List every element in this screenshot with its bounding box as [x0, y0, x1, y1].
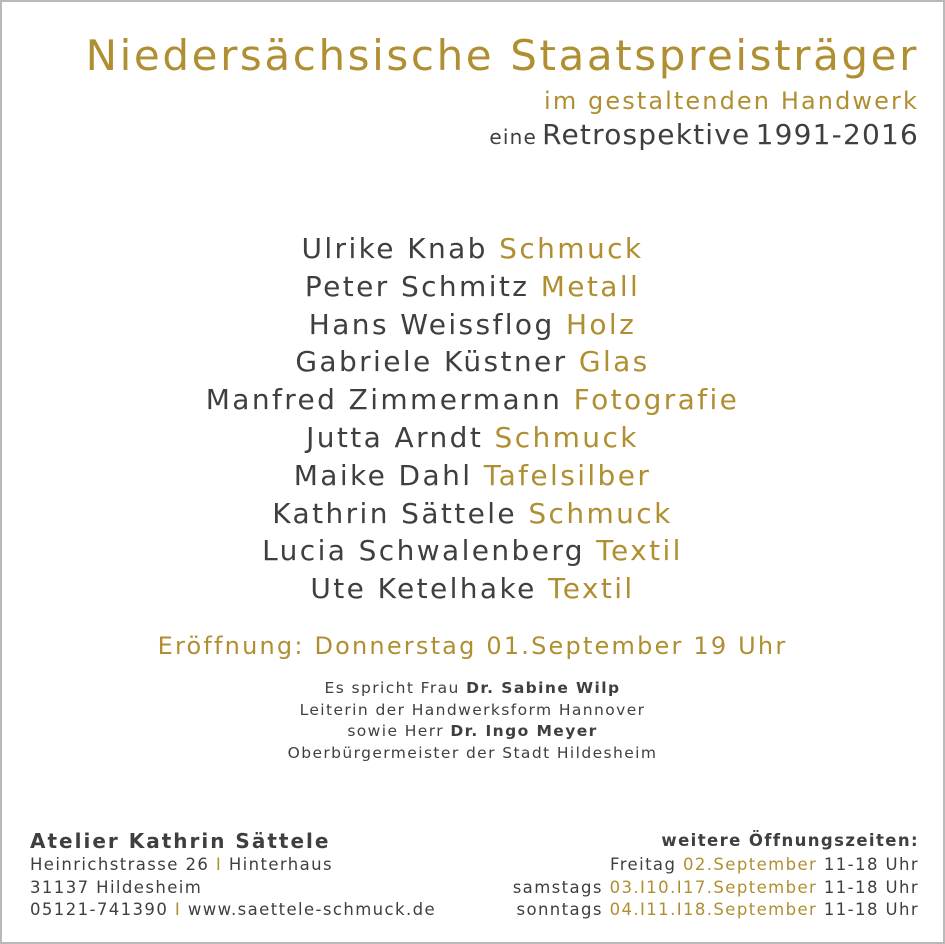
- speaker-line: [2, 721, 943, 743]
- hours-heading: weitere Öffnungszeiten:: [661, 831, 919, 850]
- retrospective-line: [489, 119, 919, 151]
- atelier-name: Atelier Kathrin Sättele: [30, 829, 331, 853]
- hours-row: [513, 899, 919, 922]
- artist-row: [2, 495, 943, 533]
- website-link[interactable]: www.saettele-schmuck.de: [187, 900, 437, 920]
- street-extra: Hinterhaus: [228, 855, 334, 874]
- artist-name: Maike Dahl: [293, 458, 473, 492]
- separator: I: [215, 855, 223, 874]
- street: Heinrichstrasse 26: [30, 855, 210, 874]
- phone-number: 05121-741390: [30, 900, 169, 920]
- artist-row: [2, 306, 943, 344]
- hours-time: 11-18 Uhr: [823, 877, 919, 897]
- artist-name: Peter Schmitz: [304, 269, 530, 303]
- artist-row: [2, 268, 943, 306]
- hours-dates: 04.I11.I18.September: [609, 900, 818, 920]
- artist-name: Ulrike Knab: [301, 232, 488, 265]
- hours-time: 11-18 Uhr: [823, 900, 919, 920]
- artist-row: [2, 457, 943, 495]
- artist-row: [2, 230, 943, 268]
- hours-dates: 03.I10.I17.September: [609, 877, 818, 897]
- artist-craft: Textil: [548, 572, 635, 606]
- speaker-name: Dr. Sabine Wilp: [466, 679, 621, 697]
- artist-craft: Textil: [596, 534, 683, 568]
- hours-time: 11-18 Uhr: [823, 855, 919, 874]
- artist-row: [2, 343, 943, 381]
- artist-craft: Schmuck: [499, 232, 644, 265]
- hours-row: [513, 877, 919, 900]
- artist-craft: Metall: [540, 269, 641, 303]
- artist-craft: Tafelsilber: [483, 458, 652, 492]
- artist-craft: Fotografie: [573, 383, 740, 417]
- artist-list: [2, 230, 943, 608]
- artist-name: Lucia Schwalenberg: [262, 534, 585, 568]
- opening-date: Eröffnung: Donnerstag 01.September 19 Uhr: [157, 632, 788, 660]
- atelier-address: [30, 828, 436, 922]
- hours-day: samstags: [512, 877, 603, 897]
- retro-prefix: eine: [489, 125, 537, 149]
- exhibition-title: Niedersächsische Staatspreisträger: [85, 31, 919, 80]
- artist-row: [2, 570, 943, 608]
- address-city: 31137 Hildesheim: [30, 877, 203, 897]
- hours-dates: 02.September: [682, 855, 818, 874]
- hours-day: sonntags: [516, 900, 603, 920]
- artist-row: [2, 381, 943, 419]
- hours-day: Freitag: [610, 855, 677, 874]
- speaker-line: [2, 678, 943, 700]
- contact-line: [30, 899, 436, 922]
- speaker-role: Leiterin der Handwerksform Hannover: [299, 700, 646, 719]
- artist-name: Jutta Arndt: [306, 420, 484, 454]
- address-street: [30, 854, 436, 877]
- retro-word: Retrospektive: [542, 118, 751, 151]
- opening-hours: [513, 828, 919, 922]
- artist-craft: Holz: [565, 307, 637, 341]
- artist-row: [2, 419, 943, 457]
- artist-name: Gabriele Küstner: [295, 345, 568, 379]
- separator: I: [174, 900, 182, 920]
- artist-craft: Glas: [578, 345, 650, 379]
- retro-years: 1991-2016: [755, 118, 919, 151]
- speaker-name: Dr. Ingo Meyer: [450, 722, 598, 740]
- artist-name: Ute Ketelhake: [310, 572, 537, 606]
- artist-craft: Schmuck: [494, 420, 639, 454]
- exhibition-subtitle: im gestaltenden Handwerk: [544, 87, 919, 115]
- artist-name: Manfred Zimmermann: [205, 383, 563, 417]
- hours-row: [513, 854, 919, 877]
- artist-name: Kathrin Sättele: [272, 496, 518, 530]
- artist-craft: Schmuck: [528, 496, 673, 530]
- artist-row: [2, 532, 943, 570]
- speaker-intro: Es spricht Frau: [324, 679, 460, 697]
- speaker-intro: sowie Herr: [347, 722, 444, 740]
- speaker-role: Oberbürgermeister der Stadt Hildesheim: [287, 743, 658, 762]
- artist-name: Hans Weissflog: [308, 307, 555, 341]
- speakers-block: [2, 678, 943, 764]
